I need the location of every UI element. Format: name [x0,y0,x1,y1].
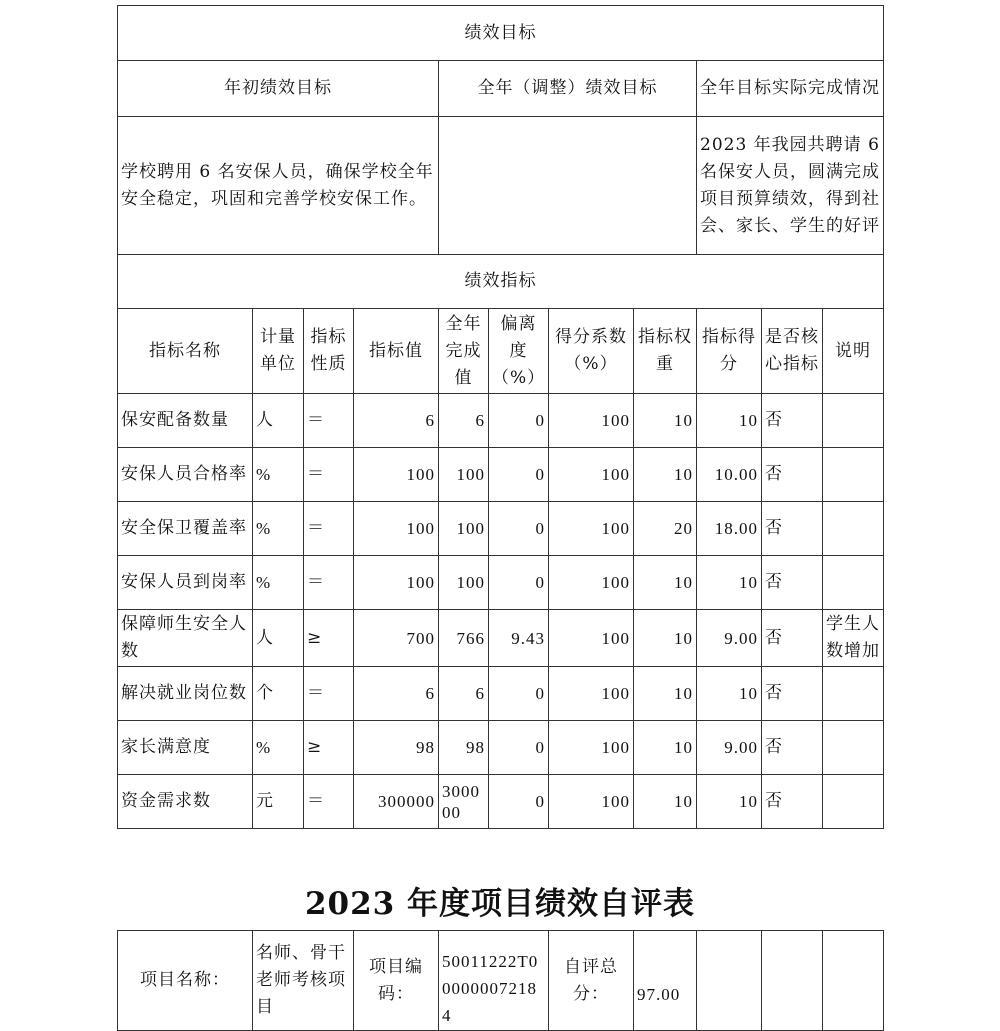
project-info-table [117,930,884,1031]
indicator-deviation: 0 [489,502,549,556]
indicator-weight: 10 [634,667,697,721]
indicator-actual: 98 [439,721,489,775]
table-row [118,721,884,775]
indicator-score: 10 [697,394,762,448]
indicator-nature: ＝ [304,775,354,829]
header-score: 指标得分 [697,309,762,394]
performance-table [117,5,884,829]
indicator-coef: 100 [549,394,634,448]
project-name-value: 名师、骨干老师考核项目 [253,931,354,1031]
indicator-deviation: 0 [489,556,549,610]
indicator-coef: 100 [549,556,634,610]
empty-cell [697,931,762,1031]
indicator-unit: 人 [253,610,304,667]
indicator-note [823,448,884,502]
table-row [118,667,884,721]
indicator-coef: 100 [549,667,634,721]
indicator-weight: 10 [634,721,697,775]
indicator-name: 安保人员合格率 [118,448,253,502]
indicator-score: 9.00 [697,610,762,667]
indicator-unit: 个 [253,667,304,721]
indicator-actual: 100 [439,556,489,610]
indicator-unit: % [253,556,304,610]
empty-cell [762,931,823,1031]
document-title: 2023 年度项目绩效自评表 [304,886,696,922]
indicator-note [823,775,884,829]
indicator-weight: 10 [634,775,697,829]
indicator-coef: 100 [549,448,634,502]
indicator-core: 否 [762,721,823,775]
indicators-section-header: 绩效指标 [118,255,884,309]
header-weight: 指标权重 [634,309,697,394]
empty-cell [823,931,884,1031]
indicator-note [823,721,884,775]
header-unit: 计量单位 [253,309,304,394]
indicator-deviation: 0 [489,721,549,775]
indicator-nature: ＝ [304,394,354,448]
indicator-unit: 人 [253,394,304,448]
indicator-core: 否 [762,610,823,667]
header-actual-value: 全年完成值 [439,309,489,394]
indicator-name: 保安配备数量 [118,394,253,448]
indicator-deviation: 0 [489,667,549,721]
indicator-deviation: 0 [489,394,549,448]
indicator-nature: ＝ [304,667,354,721]
indicator-target: 100 [354,502,439,556]
indicator-deviation: 0 [489,448,549,502]
indicator-score: 10 [697,667,762,721]
table-row [118,448,884,502]
indicator-coef: 100 [549,721,634,775]
indicator-nature: ＝ [304,448,354,502]
indicator-weight: 10 [634,556,697,610]
indicator-weight: 20 [634,502,697,556]
header-target-value: 指标值 [354,309,439,394]
indicator-name: 资金需求数 [118,775,253,829]
indicator-core: 否 [762,502,823,556]
indicator-score: 18.00 [697,502,762,556]
indicator-actual: 100 [439,448,489,502]
project-code-value: 50011222T000000072184 [439,931,549,1031]
table-row [118,610,884,667]
indicator-note: 学生人数增加 [823,610,884,667]
indicator-nature: ＝ [304,556,354,610]
indicator-unit: % [253,502,304,556]
indicator-unit: 元 [253,775,304,829]
project-name-label: 项目名称： [118,931,253,1031]
indicator-score: 10.00 [697,448,762,502]
header-score-coef: 得分系数（%） [549,309,634,394]
self-score-label: 自评总分： [549,931,634,1031]
indicator-weight: 10 [634,394,697,448]
indicator-target: 700 [354,610,439,667]
indicator-core: 否 [762,556,823,610]
indicator-target: 6 [354,667,439,721]
header-core: 是否核心指标 [762,309,823,394]
indicator-target: 100 [354,556,439,610]
actual-goal-text: 2023 年我园共聘请 6 名保安人员，圆满完成项目预算绩效，得到社会、家长、学生的好评 [697,117,884,255]
col-initial-goal-header: 年初绩效目标 [118,61,439,117]
indicator-note [823,502,884,556]
indicator-nature: ≥ [304,721,354,775]
indicator-target: 98 [354,721,439,775]
indicator-nature: ≥ [304,610,354,667]
indicator-unit: % [253,448,304,502]
indicator-note [823,394,884,448]
table-row [118,775,884,829]
indicator-name: 保障师生安全人数 [118,610,253,667]
indicator-core: 否 [762,394,823,448]
indicator-target: 300000 [354,775,439,829]
indicator-target: 100 [354,448,439,502]
table-row [118,394,884,448]
indicator-name: 安全保卫覆盖率 [118,502,253,556]
self-score-value: 97.00 [634,931,697,1031]
indicator-actual: 766 [439,610,489,667]
goals-section-header: 绩效目标 [118,6,884,61]
indicator-actual: 6 [439,394,489,448]
project-code-label: 项目编码： [354,931,439,1031]
indicator-name: 解决就业岗位数 [118,667,253,721]
header-nature: 指标性质 [304,309,354,394]
indicator-coef: 100 [549,502,634,556]
indicator-coef: 100 [549,775,634,829]
table-row [118,556,884,610]
indicator-deviation: 0 [489,775,549,829]
indicator-score: 10 [697,775,762,829]
indicator-score: 9.00 [697,721,762,775]
indicator-deviation: 9.43 [489,610,549,667]
header-indicator-name: 指标名称 [118,309,253,394]
indicator-name: 家长满意度 [118,721,253,775]
indicator-core: 否 [762,667,823,721]
indicator-core: 否 [762,448,823,502]
header-deviation: 偏离度（%） [489,309,549,394]
indicator-note [823,667,884,721]
indicator-actual: 100 [439,502,489,556]
col-adjusted-goal-header: 全年（调整）绩效目标 [439,61,697,117]
indicator-unit: % [253,721,304,775]
initial-goal-text: 学校聘用 6 名安保人员，确保学校全年安全稳定，巩固和完善学校安保工作。 [118,117,439,255]
indicator-actual: 300000 [439,775,489,829]
indicator-weight: 10 [634,610,697,667]
table-row [118,502,884,556]
indicator-note [823,556,884,610]
indicator-name: 安保人员到岗率 [118,556,253,610]
indicator-target: 6 [354,394,439,448]
adjusted-goal-text [439,117,697,255]
indicator-core: 否 [762,775,823,829]
indicator-actual: 6 [439,667,489,721]
indicator-nature: ＝ [304,502,354,556]
indicator-weight: 10 [634,448,697,502]
indicator-coef: 100 [549,610,634,667]
col-actual-goal-header: 全年目标实际完成情况 [697,61,884,117]
indicator-score: 10 [697,556,762,610]
header-note: 说明 [823,309,884,394]
